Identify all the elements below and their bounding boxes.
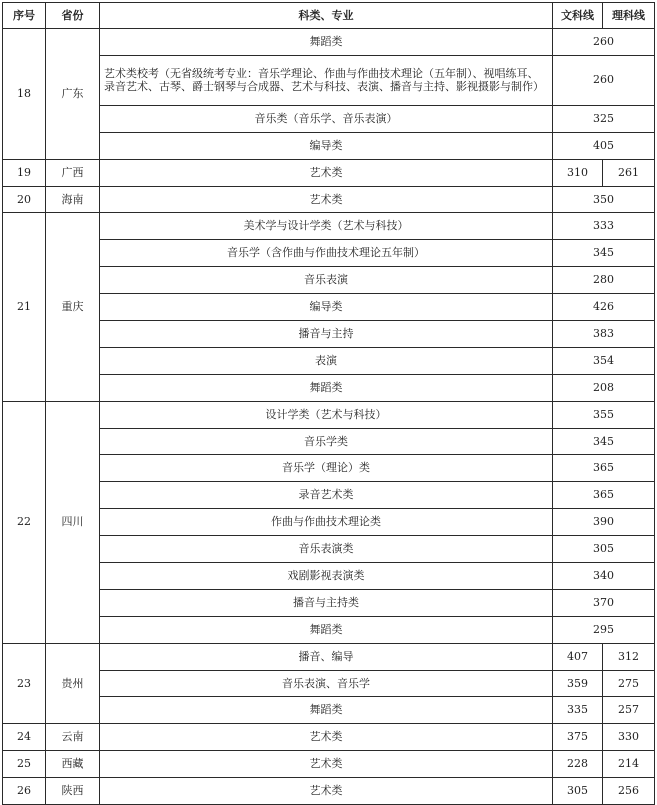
science-score-cell: 256	[603, 778, 655, 805]
major-cell: 音乐类（音乐学、音乐表演）	[100, 105, 553, 132]
seq-cell: 19	[3, 159, 46, 186]
arts-score-cell: 310	[553, 159, 603, 186]
seq-cell: 22	[3, 401, 46, 643]
score-cell: 295	[553, 616, 655, 643]
table-row	[3, 213, 655, 240]
score-cell: 405	[553, 132, 655, 159]
major-cell: 录音艺术类	[100, 482, 553, 509]
province-cell: 海南	[46, 186, 100, 213]
science-score-cell: 261	[603, 159, 655, 186]
major-cell: 播音、编导	[100, 643, 553, 670]
table-row	[3, 536, 655, 563]
arts-score-cell: 335	[553, 697, 603, 724]
table-row	[3, 589, 655, 616]
score-cell: 305	[553, 536, 655, 563]
science-score-cell: 257	[603, 697, 655, 724]
table-row	[3, 374, 655, 401]
science-score-cell: 214	[603, 751, 655, 778]
score-cell: 260	[553, 55, 655, 105]
seq-cell: 26	[3, 778, 46, 805]
major-cell: 艺术类	[100, 186, 553, 213]
seq-cell: 18	[3, 29, 46, 160]
seq-cell: 24	[3, 724, 46, 751]
score-cell: 350	[553, 186, 655, 213]
major-cell: 舞蹈类	[100, 374, 553, 401]
major-cell: 戏剧影视表演类	[100, 563, 553, 590]
major-cell: 编导类	[100, 294, 553, 321]
table-row	[3, 347, 655, 374]
arts-score-cell: 359	[553, 670, 603, 697]
province-cell: 重庆	[46, 213, 100, 401]
table-row	[3, 132, 655, 159]
arts-score-cell: 228	[553, 751, 603, 778]
header-arts-line: 文科线	[553, 3, 603, 29]
table-row	[3, 643, 655, 670]
score-cell: 345	[553, 428, 655, 455]
score-cell: 340	[553, 563, 655, 590]
score-cell: 345	[553, 240, 655, 267]
score-cell: 383	[553, 321, 655, 348]
province-cell: 广西	[46, 159, 100, 186]
province-cell: 四川	[46, 401, 100, 643]
seq-cell: 23	[3, 643, 46, 724]
table-row	[3, 697, 655, 724]
major-cell: 播音与主持类	[100, 589, 553, 616]
major-cell: 艺术类	[100, 751, 553, 778]
table-row	[3, 267, 655, 294]
major-cell: 艺术类校考（无省级统考专业：音乐学理论、作曲与作曲技术理论（五年制）、视唱练耳、录音艺术、古琴、爵士钢琴与合成器、艺术与科技、表演、播音与主持、影视摄影与制作）	[100, 55, 553, 105]
table-header	[3, 3, 655, 29]
major-cell: 音乐学（含作曲与作曲技术理论五年制）	[100, 240, 553, 267]
admission-score-table-container	[2, 2, 655, 805]
major-cell: 舞蹈类	[100, 616, 553, 643]
arts-score-cell: 305	[553, 778, 603, 805]
province-cell: 陕西	[46, 778, 100, 805]
arts-score-cell: 407	[553, 643, 603, 670]
science-score-cell: 330	[603, 724, 655, 751]
score-cell: 260	[553, 29, 655, 56]
table-row	[3, 29, 655, 56]
table-row	[3, 455, 655, 482]
header-province: 省份	[46, 3, 100, 29]
score-cell: 370	[553, 589, 655, 616]
score-cell: 325	[553, 105, 655, 132]
table-row	[3, 428, 655, 455]
major-cell: 音乐表演类	[100, 536, 553, 563]
score-cell: 365	[553, 455, 655, 482]
score-cell: 355	[553, 401, 655, 428]
score-cell: 365	[553, 482, 655, 509]
major-cell: 音乐学类	[100, 428, 553, 455]
major-cell: 艺术类	[100, 159, 553, 186]
header-category: 科类、专业	[100, 3, 553, 29]
score-cell: 333	[553, 213, 655, 240]
admission-score-table	[2, 2, 655, 805]
major-cell: 编导类	[100, 132, 553, 159]
arts-score-cell: 375	[553, 724, 603, 751]
science-score-cell: 275	[603, 670, 655, 697]
score-cell: 208	[553, 374, 655, 401]
major-cell: 作曲与作曲技术理论类	[100, 509, 553, 536]
table-row	[3, 294, 655, 321]
major-cell: 艺术类	[100, 778, 553, 805]
table-row	[3, 751, 655, 778]
major-cell: 舞蹈类	[100, 29, 553, 56]
major-cell: 播音与主持	[100, 321, 553, 348]
table-row	[3, 482, 655, 509]
table-row	[3, 55, 655, 105]
table-row	[3, 321, 655, 348]
header-seq: 序号	[3, 3, 46, 29]
seq-cell: 25	[3, 751, 46, 778]
seq-cell: 20	[3, 186, 46, 213]
table-row	[3, 105, 655, 132]
table-row	[3, 509, 655, 536]
major-cell: 艺术类	[100, 724, 553, 751]
table-row	[3, 616, 655, 643]
major-cell: 音乐学（理论）类	[100, 455, 553, 482]
table-row	[3, 159, 655, 186]
table-row	[3, 778, 655, 805]
major-cell: 设计学类（艺术与科技）	[100, 401, 553, 428]
header-science-line: 理科线	[603, 3, 655, 29]
table-row	[3, 240, 655, 267]
major-cell: 表演	[100, 347, 553, 374]
province-cell: 贵州	[46, 643, 100, 724]
major-cell: 舞蹈类	[100, 697, 553, 724]
score-cell: 390	[553, 509, 655, 536]
seq-cell: 21	[3, 213, 46, 401]
province-cell: 广东	[46, 29, 100, 160]
score-cell: 280	[553, 267, 655, 294]
major-cell: 音乐表演	[100, 267, 553, 294]
major-cell: 音乐表演、音乐学	[100, 670, 553, 697]
table-row	[3, 186, 655, 213]
table-row	[3, 670, 655, 697]
province-cell: 云南	[46, 724, 100, 751]
score-cell: 354	[553, 347, 655, 374]
province-cell: 西藏	[46, 751, 100, 778]
table-body	[3, 29, 655, 805]
table-row	[3, 724, 655, 751]
table-row	[3, 563, 655, 590]
major-cell: 美术学与设计学类（艺术与科技）	[100, 213, 553, 240]
table-row	[3, 401, 655, 428]
score-cell: 426	[553, 294, 655, 321]
science-score-cell: 312	[603, 643, 655, 670]
